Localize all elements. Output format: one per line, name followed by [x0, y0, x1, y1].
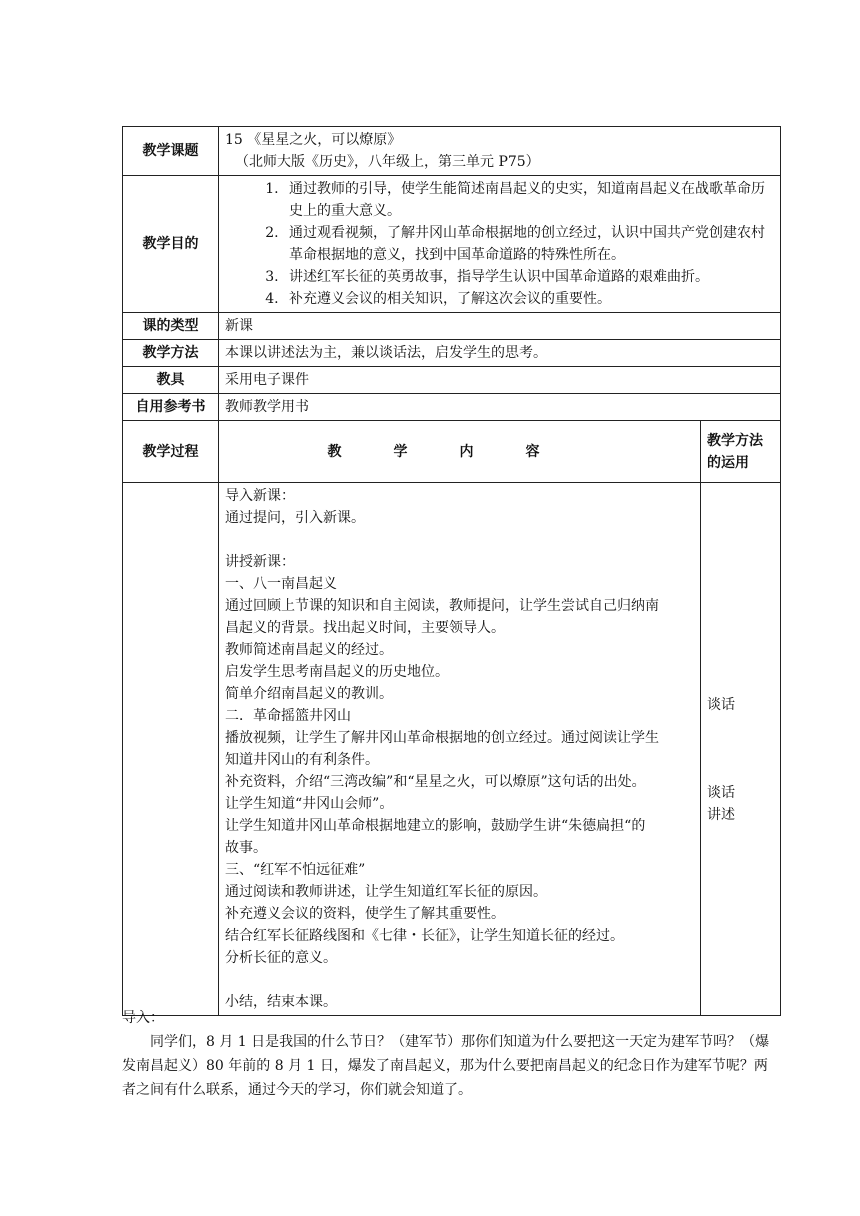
- process-content-line: 教师简述南昌起义的经过。: [225, 642, 393, 658]
- process-content-line: 一、八一南昌起义: [225, 576, 337, 592]
- topic-value: [219, 127, 781, 176]
- process-content-line: 补充资料，介绍“三湾改编”和“星星之火，可以燎原”这句话的出处。: [225, 774, 646, 790]
- objective-item: 2. 通过观看视频，了解井冈山革命根据地的创立经过，认识中国共产党创建农村革命根据地的意义，找到中国革命道路的特殊性所在。: [283, 222, 770, 266]
- process-content-line: 结合红军长征路线图和《七律・长征》，让学生知道长征的经过。: [225, 928, 624, 944]
- row-process-header: [123, 421, 781, 483]
- lesson-type-value: 新课: [219, 313, 781, 340]
- process-content-line: 通过回顾上节课的知识和自主阅读，教师提问，让学生尝试自己归纳南: [225, 598, 659, 614]
- process-content-line: 小结，结束本课。: [225, 994, 337, 1010]
- row-reference: [123, 394, 781, 421]
- process-method-line: [707, 760, 774, 782]
- process-content-line: 补充遵义会议的资料，使学生了解其重要性。: [225, 906, 505, 922]
- process-label: 教学过程: [123, 421, 219, 483]
- intro-paragraph: 同学们，8 月 1 日是我国的什么节日？（建军节）那你们知道为什么要把这一天定为建军节吗？（爆发南昌起义）80 年前的 8 月 1 日，爆发了南昌起义，那为什么要把南昌起义的纪念日作为建军节呢？两者之间有什么联系，通过今天的学习，你们就会知道了。: [122, 1034, 770, 1098]
- process-content-line: 让学生知道“井冈山会师”。: [225, 796, 394, 812]
- tools-label: 教具: [123, 367, 219, 394]
- process-content-line: 知道井冈山的有利条件。: [225, 752, 379, 768]
- lesson-plan-table: [122, 126, 781, 1016]
- objectives-list: [225, 178, 774, 310]
- tools-value: 采用电子课件: [219, 367, 781, 394]
- row-tools: [123, 367, 781, 394]
- lesson-type-label: 课的类型: [123, 313, 219, 340]
- intro-section: [122, 1006, 772, 1102]
- process-content-line: [225, 969, 694, 991]
- process-method-line: [707, 672, 774, 694]
- process-content-line: 昌起义的背景。找出起义时间，主要领导人。: [225, 620, 505, 636]
- method-value: 本课以讲述法为主，兼以谈话法，启发学生的思考。: [219, 340, 781, 367]
- topic-label: 教学课题: [123, 127, 219, 176]
- process-content-line: 三、“红军不怕远征难”: [225, 862, 366, 878]
- method-label: 教学方法: [123, 340, 219, 367]
- objectives-value: [219, 176, 781, 313]
- process-content-line: 启发学生思考南昌起义的历史地位。: [225, 664, 449, 680]
- process-content-line: 讲授新课：: [225, 554, 295, 570]
- topic-line-2: （北师大版《历史》，八年级上，第三单元 P75）: [235, 154, 540, 170]
- process-blank-cell: [123, 483, 219, 1016]
- process-method-line: [707, 738, 774, 760]
- objectives-label: 教学目的: [123, 176, 219, 313]
- reference-label: 自用参考书: [123, 394, 219, 421]
- process-method-cell: [701, 483, 781, 1016]
- objective-item: 1. 通过教师的引导，使学生能简述南昌起义的史实，知道南昌起义在战歌革命历史上的重大意义。: [283, 178, 770, 222]
- intro-heading: 导入：: [122, 1010, 164, 1026]
- process-method-line: 谈话: [707, 697, 735, 713]
- row-topic: [123, 127, 781, 176]
- process-content-line: 通过提问，引入新课。: [225, 510, 365, 526]
- row-process-body: [123, 483, 781, 1016]
- method-column-header: 教学方法的运用: [701, 421, 781, 483]
- objective-item: 3. 讲述红军长征的英勇故事，指导学生认识中国革命道路的艰难曲折。: [283, 266, 770, 288]
- reference-value: 教师教学用书: [219, 394, 781, 421]
- process-content-line: 让学生知道井冈山革命根据地建立的影响，鼓励学生讲“朱德扁担“的: [225, 818, 646, 834]
- process-content-line: 故事。: [225, 840, 267, 856]
- process-content-line: 播放视频，让学生了解井冈山革命根据地的创立经过。通过阅读让学生: [225, 730, 659, 746]
- process-content-line: 二．革命摇篮井冈山: [225, 708, 351, 724]
- process-content-line: 简单介绍南昌起义的教训。: [225, 686, 393, 702]
- content-column-header: 教学内容: [219, 421, 701, 483]
- topic-line-1: 15 《星星之火，可以燎原》: [225, 132, 402, 148]
- process-method-line: [707, 716, 774, 738]
- row-lesson-type: [123, 313, 781, 340]
- row-objectives: [123, 176, 781, 313]
- process-content-line: 通过阅读和教师讲述，让学生知道红军长征的原因。: [225, 884, 547, 900]
- process-method-line: 讲述: [707, 807, 735, 823]
- process-content-line: 导入新课：: [225, 488, 295, 504]
- row-method: [123, 340, 781, 367]
- process-method-line: 谈话: [707, 785, 735, 801]
- process-content-cell: [219, 483, 701, 1016]
- process-content-line: [225, 529, 694, 551]
- objective-item: 4. 补充遵义会议的相关知识，了解这次会议的重要性。: [283, 288, 770, 310]
- process-content-line: 分析长征的意义。: [225, 950, 337, 966]
